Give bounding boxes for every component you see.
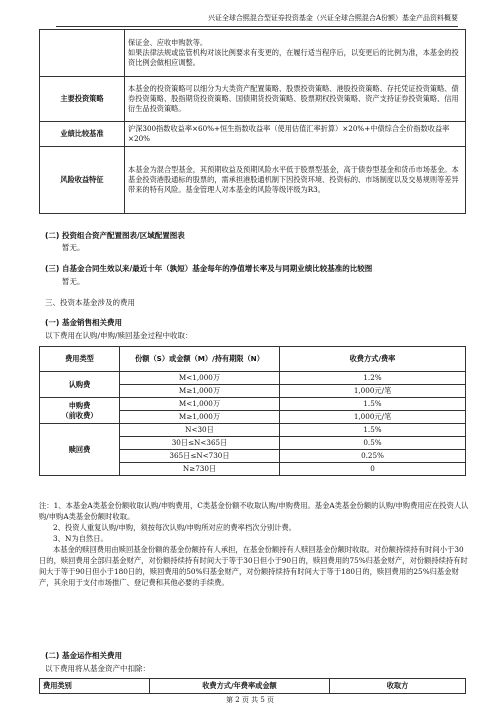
condition-cell: N≥730日 xyxy=(120,463,280,476)
row-text: 本基金为混合型基金，其预期收益及预期风险水平低于股票型基金，高于债券型基金和货币市场基金。本基金投资港股通标的股票的，需承担港股通机制下因投资环境、投资标的、市场制度以及交易规则等差异带来的特有风险。基金管理人对本基金的风险等级评级为R3。 xyxy=(125,147,466,214)
column-header: 收费方式/费率 xyxy=(280,347,466,372)
fee-notes xyxy=(39,500,469,588)
row-label: 业绩比较基准 xyxy=(40,122,125,147)
row-text-line: 保证金、应收申购款等。 如果法律法规或监管机构对该比例要求有变更的，在履行适当程序后，以变更后的比例为准，本基金的投资比例会做相应调整。 xyxy=(128,38,459,67)
page-footer: 第 2 页 共 5 页 xyxy=(225,696,275,704)
note-paragraph: 3、N为自然日。 xyxy=(53,534,108,543)
fund-info-table xyxy=(39,29,466,214)
sales-fee-table xyxy=(39,346,466,476)
page-header: 兴证全球合熙混合型证券投资基金（兴证全球合熙混合A份额）基金产品资料概要 xyxy=(56,12,458,27)
subsection-heading: (二) 基金运作相关费用 xyxy=(45,651,122,660)
row-label xyxy=(40,30,125,77)
operating-fee-table xyxy=(39,678,466,694)
rate-cell: 1,000元/笔 xyxy=(280,411,466,424)
table-row xyxy=(40,77,466,122)
table-header-row xyxy=(40,347,466,372)
condition-cell: M≥1,000万 xyxy=(120,411,280,424)
rate-cell: 1.2% xyxy=(280,372,466,385)
table-row xyxy=(40,424,466,437)
note-paragraph: 2、投资人重复认购/申购，须按每次认购/申购所对应的费率档次分别计费。 xyxy=(53,523,297,532)
subsection-intro: 以下费用在认购/申购/赎回基金过程中收取： xyxy=(45,331,193,340)
condition-cell: 365日≤N<730日 xyxy=(120,450,280,463)
rate-cell: 0.5% xyxy=(280,437,466,450)
column-header: 份额（S）或金额（M）/持有期限（N） xyxy=(120,347,280,372)
condition-cell: 30日≤N<365日 xyxy=(120,437,280,450)
table-row xyxy=(40,122,466,147)
section-heading: (二) 投资组合资产配置图表/区域配置图表 xyxy=(45,231,185,240)
section-text: 暂无。 xyxy=(62,243,85,252)
table-row xyxy=(40,147,466,214)
column-header: 费用类型 xyxy=(40,347,120,372)
section-heading: (三) 自基金合同生效以来/最近十年（孰短）基金每年的净值增长率及与同期业绩比较基准的比较图 xyxy=(45,264,373,273)
column-header: 收取方 xyxy=(330,679,466,694)
table-row xyxy=(40,372,466,385)
rate-cell: 1.5% xyxy=(280,398,466,411)
rate-cell: 0 xyxy=(280,463,466,476)
condition-cell: M<1,000万 xyxy=(120,398,280,411)
fee-type-cell: 申购费 （前收费） xyxy=(40,398,120,424)
condition-cell: M<1,000万 xyxy=(120,372,280,385)
note-paragraph: 注：1、本基金A类基金份额收取认购/申购费用，C类基金份额不收取认购/申购费用。基金A类基金份额的认购/申购费用应在投资人认购/申购A类基金份额时收取。 xyxy=(39,501,469,521)
part-title: 三、投资本基金涉及的费用 xyxy=(45,298,135,307)
note-paragraph: 本基金的赎回费用由赎回基金份额的基金份额持有人承担，在基金份额持有人赎回基金份额时收取。对份额持续持有时间小于30日的，赎回费用全部归基金财产，对份额持续持有时间大于等于30日但小于90日的，赎回费用的75%归基金财产，对份额持续持有时间大于等于90日但小于180日的，赎回费用的50%归基金财产，对份额持续持有时间大于等于180日的，赎回费用的25%归基金财产，其余用于支付市场推广、登记费和其他必要的手续费。 xyxy=(39,545,468,587)
fee-type-cell: 赎回费 xyxy=(40,424,120,476)
subsection-heading: (一) 基金销售相关费用 xyxy=(45,318,122,327)
rate-cell: 1,000元/笔 xyxy=(280,385,466,398)
section-text: 暂无。 xyxy=(62,277,85,286)
subsection-intro: 以下费用将从基金资产中扣除： xyxy=(45,664,150,673)
rate-cell: 0.25% xyxy=(280,450,466,463)
column-header: 收费方式/年费率或金额 xyxy=(150,679,330,694)
fee-type-cell: 认购费 xyxy=(40,372,120,398)
table-row xyxy=(40,398,466,411)
rate-cell: 1.5% xyxy=(280,424,466,437)
table-header-row xyxy=(40,679,466,694)
row-label: 风险收益特征 xyxy=(40,147,125,214)
row-text: 本基金的投资策略可以细分为大类资产配置策略、股票投资策略、港股投资策略、存托凭证投资策略、债券投资策略、股指期货投资策略、国债期货投资策略、股票期权投资策略、资产支持证券投资策略、信用衍生品投资策略。 xyxy=(125,77,466,122)
row-text: 沪深300指数收益率×60%+恒生指数收益率（使用估值汇率折算）×20%+中债综合全价指数收益率×20% xyxy=(125,122,466,147)
condition-cell: N<30日 xyxy=(120,424,280,437)
condition-cell: M≥1,000万 xyxy=(120,385,280,398)
row-text xyxy=(125,30,466,77)
row-label: 主要投资策略 xyxy=(40,77,125,122)
column-header: 费用类别 xyxy=(40,679,150,694)
table-row xyxy=(40,30,466,77)
